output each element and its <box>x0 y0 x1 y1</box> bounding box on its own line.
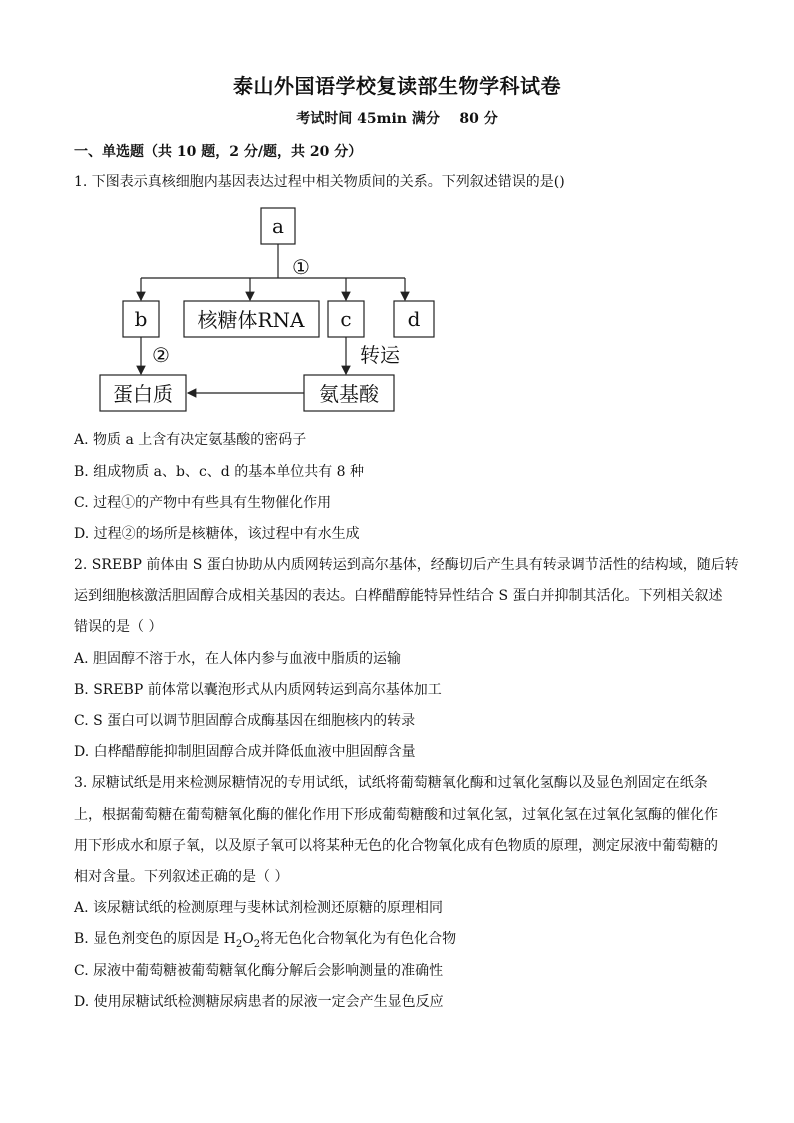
node-amino-label: 氨基酸 <box>319 382 379 406</box>
node-a-label: a <box>272 214 284 238</box>
q2-option-a: A. 胆固醇不溶于水，在人体内参与血液中脂质的运输 <box>74 651 402 667</box>
q3-option-b-pre: B. 显色剂变色的原因是 H <box>74 931 236 947</box>
q3-stem-line-1: 3. 尿糖试纸是用来检测尿糖情况的专用试纸，试纸将葡萄糖氧化酶和过氧化氢酶以及显色剂固定在纸条 <box>74 775 708 791</box>
q3-option-b-sub2: 2 <box>253 938 261 950</box>
page-title: 泰山外国语学校复读部生物学科试卷 <box>233 74 561 98</box>
node-d-label: d <box>407 307 421 331</box>
q3-stem-line-4: 相对含量。下列叙述正确的是（ ） <box>74 869 289 885</box>
q2-stem-line-1: 2. SREBP 前体由 S 蛋白协助从内质网转运到高尔基体，经酶切后产生具有转录调节活性的结构域，随后转 <box>74 557 739 573</box>
q2-option-c: C. S 蛋白可以调节胆固醇合成酶基因在细胞核内的转录 <box>74 713 416 729</box>
q2-option-b: B. SREBP 前体常以囊泡形式从内质网转运到高尔基体加工 <box>74 682 442 698</box>
section-heading: 一、单选题（共 10 题，2 分/题，共 20 分） <box>74 144 363 160</box>
step-2-label: ② <box>152 343 170 367</box>
q3-option-c: C. 尿液中葡萄糖被葡萄糖氧化酶分解后会影响测量的准确性 <box>74 963 444 979</box>
q3-stem-line-2: 上，根据葡萄糖在葡萄糖氧化酶的催化作用下形成葡萄糖酸和过氧化氢，过氧化氢在过氧化氢酶的催化作 <box>74 807 718 823</box>
q1-stem: 1. 下图表示真核细胞内基因表达过程中相关物质间的关系。下列叙述错误的是() <box>74 174 565 190</box>
q3-option-b <box>74 929 456 955</box>
node-protein-label: 蛋白质 <box>113 382 173 406</box>
q1-option-b: B. 组成物质 a、b、c、d 的基本单位共有 8 种 <box>74 464 365 480</box>
q2-option-d: D. 白桦醋醇能抑制胆固醇合成并降低血液中胆固醇含量 <box>74 744 416 760</box>
q3-option-a: A. 该尿糖试纸的检测原理与斐林试剂检测还原糖的原理相同 <box>74 900 444 916</box>
transport-label: 转运 <box>360 343 400 367</box>
q3-option-b-mid: O <box>242 931 254 947</box>
step-1-label: ① <box>292 255 310 279</box>
node-b-label: b <box>134 307 148 331</box>
exam-info: 考试时间 45min 满分 80 分 <box>296 111 498 127</box>
node-rrna-label: 核糖体RNA <box>197 308 305 332</box>
q1-option-d: D. 过程②的场所是核糖体，该过程中有水生成 <box>74 526 360 542</box>
q3-option-d: D. 使用尿糖试纸检测糖尿病患者的尿液一定会产生显色反应 <box>74 994 444 1010</box>
q3-option-b-post: 将无色化合物氧化为有色化合物 <box>260 931 457 947</box>
q1-option-c: C. 过程①的产物中有些具有生物催化作用 <box>74 495 332 511</box>
gene-expression-diagram <box>0 200 794 425</box>
q1-option-a: A. 物质 a 上含有决定氨基酸的密码子 <box>74 432 307 448</box>
q2-stem-line-3: 错误的是（ ） <box>74 619 163 635</box>
node-c-label: c <box>340 307 352 331</box>
q3-stem-line-3: 用下形成水和原子氧，以及原子氧可以将某种无色的化合物氧化成有色物质的原理，测定尿液中葡萄糖的 <box>74 838 718 854</box>
q2-stem-line-2: 运到细胞核激活胆固醇合成相关基因的表达。白桦醋醇能特异性结合 S 蛋白并抑制其活化。下列相关叙述 <box>74 588 723 604</box>
q3-option-b-sub1: 2 <box>235 938 243 950</box>
